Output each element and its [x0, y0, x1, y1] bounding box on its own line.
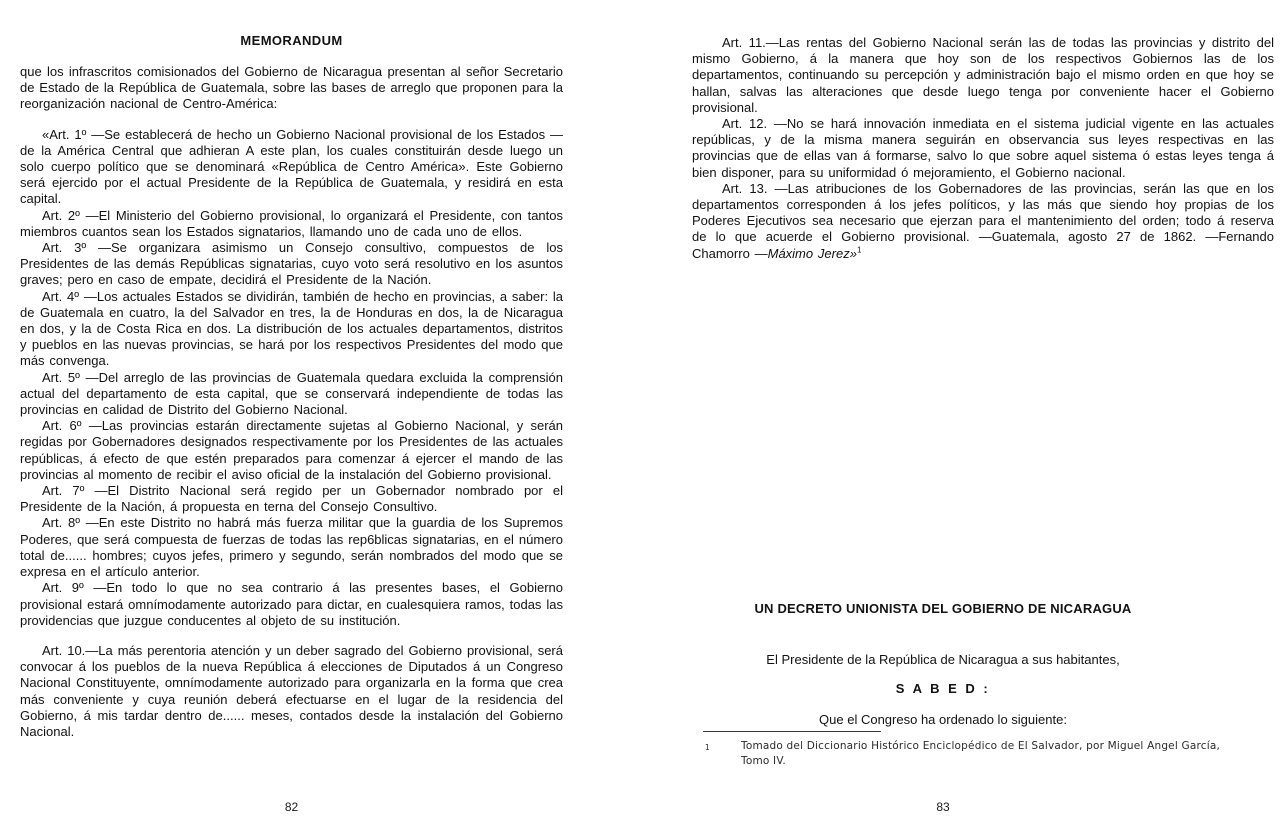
article-13-signature-italic: Máximo Jerez» [767, 245, 857, 261]
article-11-paragraph: Art. 11.—Las rentas del Gobierno Nacional serán las de todas las provincias y distrito del mismo Gobierno, á la manera que hoy son de los respectivos Gobiernos las de los departamentos, continuando su percepción y administración bajo el mismo orden en que hoy se hallan, salvas las alteraciones que desde luego tenga por conveniente hacer el Gobierno provisional. [692, 35, 1274, 115]
decree-sabed-line: S A B E D : [895, 681, 991, 696]
article-8-paragraph: Art. 8º —En este Distrito no habrá más fuerza militar que la guardia de los Supremos Poderes, que será compuesta de fuerzas de todas las rep6blicas signatarias, en el número total de...... hombres; cuyos jefes, primero y segundo, serán nombrados del modo que se expresa en el artículo anterior. [20, 515, 563, 580]
right-page-column [692, 35, 1274, 262]
footnote [705, 739, 1250, 769]
article-6-paragraph: Art. 6º —Las provincias estarán directamente sujetas al Gobierno Nacional, y serán regidas por Gobernadores designados respectivamente por los Presidentes de las actuales repúblicas, á efecto de que estén preparados para comenzar á ejercer el mando de las provincias al momento de recibir el aviso oficial de la instalación del Gobierno provisional. [20, 418, 563, 482]
article-7-paragraph: Art. 7º —El Distrito Nacional será regido per un Gobernador nombrado por el Presidente de la Nación, á propuesta en terna del Consejo Consultivo. [20, 483, 563, 515]
memorandum-title: MEMORANDUM [240, 33, 343, 48]
decree-salutation: El Presidente de la República de Nicaragua a sus habitantes, [766, 652, 1120, 667]
article-10-paragraph: Art. 10.—La más perentoria atención y un deber sagrado del Gobierno provisional, será convocar á los pueblos de la nueva República á elecciones de Diputados á un Congreso Nacional Constituyente, omnímodamente autorizado para organizarla en la forma que crea más conveniente y cuya reunión deberá efectuarse en el lugar de la residencia del Gobierno, á mis tardar dentro de...... meses, contados desde la instalación del Gobierno Nacional. [20, 642, 563, 739]
decree-heading: UN DECRETO UNIONISTA DEL GOBIERNO DE NICARAGUA [754, 601, 1132, 616]
footnote-text-line-2: Tomo IV. [741, 755, 786, 767]
footnote-reference-superscript: 1 [856, 245, 862, 255]
article-13-text: Art. 13. —Las atribuciones de los Gobernadores de las provincias, serán las que en los departamentos corresponden á los jefes políticos, y las más que siendo hoy propias de los Poderes Ejecutivos sea necesario que ejerzan para el mantenimiento del orden; todo á reserva de lo que acuerde el Gobierno provisional. —Guatemala, agosto 27 de 1862. —Fernando Chamorro — [692, 180, 1274, 261]
article-9-paragraph: Art. 9º —En todo lo que no sea contrario á las presentes bases, el Gobierno provisional estará omnímodamente autorizado para dictar, en cualesquiera ramos, todas las providencias que juzgue conducentes al objeto de su institución. [20, 580, 563, 628]
article-4-paragraph: Art. 4º —Los actuales Estados se dividirán, también de hecho en provincias, a saber: la de Guatemala en cuatro, la del Salvador en tres, la de Honduras en dos, la de Nicaragua en dos, y la de Costa Rica en dos. La distribución de los actuales departamentos, distritos y pueblos en las nuevas provincias, se hará por los respectivos Presidentes del modo que más convenga. [20, 288, 563, 369]
article-3-paragraph: Art. 3º —Se organizara asimismo un Consejo consultivo, compuestos de los Presidentes de las demás Repúblicas signatarias, cuyo voto será resolutivo en los asuntos graves; pero en caso de empate, decidirá el Presidente de la Nación. [20, 240, 563, 288]
intro-paragraph: que los infrascritos comisionados del Gobierno de Nicaragua presentan al señor Secretario de Estado de la República de Guatemala, sobre las bases de arreglo que proponen para la reorganización nacional de Centro-América: [20, 64, 563, 112]
left-page-column [20, 64, 563, 740]
footnote-marker: 1 [705, 743, 710, 752]
decree-section [648, 601, 1238, 728]
decree-order-line: Que el Congreso ha ordenado lo siguiente: [819, 712, 1067, 727]
article-2-paragraph: Art. 2º —El Ministerio del Gobierno provisional, lo organizará el Presidente, con tantos miembros cuantos sean los Estados signatarios, llamando uno de cada uno de ellos. [20, 207, 563, 239]
article-13-paragraph [692, 181, 1274, 262]
article-12-paragraph: Art. 12. —No se hará innovación inmediata en el sistema judicial vigente en las actuales repúblicas, y de la misma manera seguirán en observancia sus leyes respectivas en las provincias que de ellas van á formarse, salvo lo que sobre aquel sistema ó estas leyes tenga á bien disponer, para su uniformidad ó mejoramiento, el Gobierno nacional. [692, 116, 1274, 180]
article-5-paragraph: Art. 5º —Del arreglo de las provincias de Guatemala quedara excluida la comprensión actual del departamento de esta capital, que se conservará independiente de todas las provincias en calidad de Distrito del Gobierno Nacional. [20, 369, 563, 418]
footnote-divider [703, 731, 881, 732]
article-1-paragraph: «Art. 1º —Se establecerá de hecho un Gobierno Nacional provisional de los Estados —de la América Central que adhieran A este plan, los cuales constituirán desde luego un solo cuerpo político que se denominará «República de Centro América». Este Gobierno será ejercido por el actual Presidente de la República de Guatemala, y residirá en esta capital. [20, 126, 563, 207]
page-number-right: 83 [936, 800, 950, 814]
footnote-text [741, 739, 1250, 769]
footnote-text-line-1: Tomado del Diccionario Histórico Enciclopédico de El Salvador, por Miguel Angel García, [741, 740, 1221, 752]
page-number-left: 82 [284, 800, 299, 814]
